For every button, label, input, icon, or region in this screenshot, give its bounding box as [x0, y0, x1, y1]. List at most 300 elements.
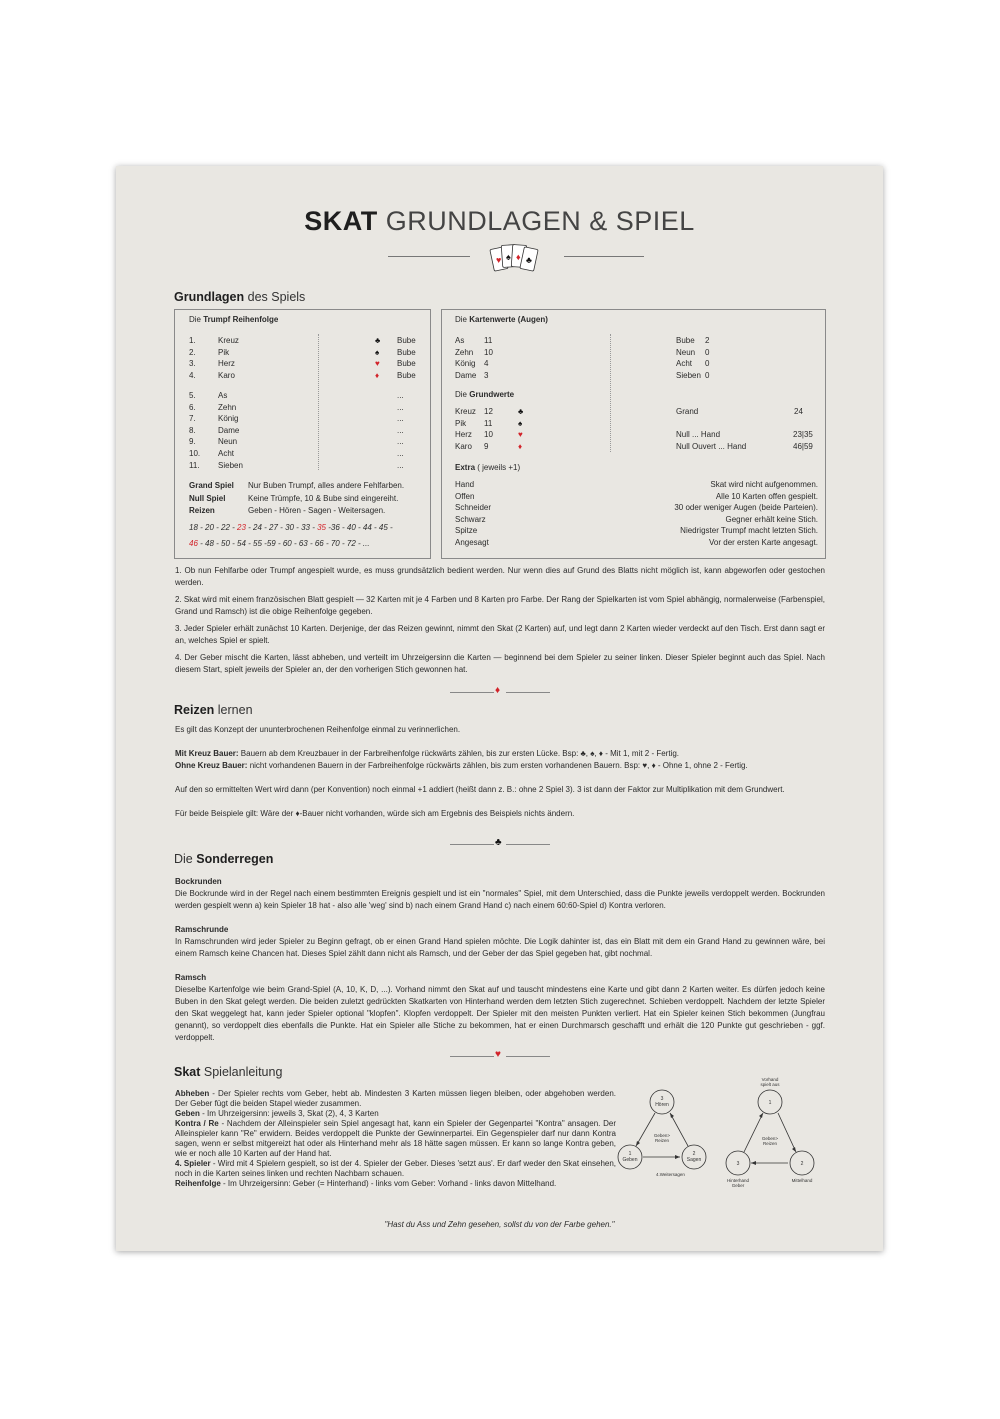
grand-name-text: Grand	[676, 407, 699, 416]
trump-name	[218, 425, 239, 437]
section-heading-guide-rest: Spielanleitung	[200, 1065, 283, 1079]
trump-num: 3.	[189, 359, 196, 369]
values-heading-pre: Die	[455, 315, 470, 324]
trump-row	[189, 390, 196, 402]
trump-dots-text: ...	[397, 449, 404, 458]
trump-num: 5.	[189, 391, 196, 400]
section-heading-guide-bold: Skat	[174, 1065, 201, 1079]
diagram1-top-num: 3	[660, 1096, 664, 1102]
null-ouvert-name-text: Null Ouvert ... Hand	[676, 441, 747, 451]
value-points	[705, 335, 709, 347]
guide-item	[175, 1159, 616, 1179]
guide-item-text: - Wird mit 4 Spielern gespielt, so ist der 4. Spieler der Geber. Dieses 'setzt aus'. Er darf weder den Skat einsehen, noch in die Karten seines linken und rechten Nachbarn schauen.	[175, 1159, 617, 1178]
section-heading-special-pre: Die	[174, 852, 197, 866]
value-points	[705, 370, 709, 382]
trump-dots-text: ...	[397, 460, 404, 470]
value-points-text: 11	[484, 336, 493, 345]
trump-name-text: Herz	[218, 359, 235, 369]
extra-heading	[455, 462, 520, 474]
diagram2-left-caption-l1: Hinterhand	[726, 1178, 750, 1183]
diamond-icon	[518, 441, 522, 453]
svg-text:♠: ♠	[506, 252, 511, 262]
value-name	[455, 370, 476, 382]
trump-dots	[397, 460, 404, 472]
trump-dots	[397, 425, 404, 437]
diagram2-center	[762, 1136, 779, 1146]
extra-text	[716, 491, 818, 503]
trump-dots	[397, 390, 404, 402]
trump-num: 1.	[189, 336, 196, 345]
trump-name	[218, 448, 234, 460]
section-heading-special-bold: Sonderregen	[196, 852, 274, 866]
trump-heading-pre: Die	[189, 315, 204, 324]
trump-dots	[397, 436, 404, 448]
card-values-box	[441, 309, 826, 559]
trump-dots-text: ...	[397, 437, 404, 447]
trump-name	[218, 436, 237, 448]
extra-name	[455, 479, 474, 491]
heart-icon: ♥	[495, 1049, 501, 1060]
trump-name-text: Kreuz	[218, 336, 239, 345]
club-icon	[518, 406, 523, 418]
title-rest: GRUNDLAGEN & SPIEL	[377, 206, 695, 236]
diagram2-top-num: 1	[768, 1100, 772, 1106]
club-icon: ♣	[495, 837, 502, 848]
numbered-rules	[175, 565, 825, 676]
value-name-text: Bube	[676, 336, 695, 345]
trump-num: 4.	[189, 370, 196, 380]
title-divider-left	[388, 256, 470, 257]
guide-item-text: - Im Uhrzeigersinn: Geber (= Hinterhand) - links vom Geber: Vorhand - links davon Mittelhand.	[220, 1179, 557, 1188]
heart-icon	[375, 358, 380, 370]
trump-row	[189, 436, 196, 448]
diagram1-arrowhead	[670, 1113, 674, 1118]
closing-quote: "Hast du Ass und Zehn gesehen, sollst du von der Farbe gehen."	[384, 1220, 615, 1229]
guide-item-text: - Nachdem der Alleinspieler sein Spiel angesagt hat, kann ein Spieler der Gegenpartei "Kontra" ansagen. Der Alleinspieler kann "Re" erwidern. Beides verdoppelt die Punkte der Gewinnerpartei. Ein Gegenspieler darf nur dann Kontra sagen, wenn er selbst mitgereizt hat oder als Hinterhand mehr als 18 hätte sagen müssen. Er kann so lange Kontra geben, wie er noch alle 10 Karten auf der Hand hat.	[175, 1119, 617, 1158]
value-name-text: Neun	[676, 347, 696, 357]
extra-name	[455, 537, 489, 549]
value-points-text: 4	[484, 359, 489, 369]
diagram2-edge	[744, 1113, 763, 1152]
special-rule-text: Dieselbe Kartenfolge wie beim Grand-Spiel (A, 10, K, D, ...). Vorhand nimmt den Skat auf und tauscht mindestens eine Karte und gibt dann 2 Karten weiter. Es dürfen jedoch keine Buben in den Skat gelegt werden. Die beiden zuletzt gedrückten Skatkarten von Hinterhand werden dem letzten Stich zugerechnet. Schieben verdoppelt. Nachdem der letzte Spieler den Skat weggelegt hat, kann jeder Spieler optional "klopfen". Klopfen verdoppelt. Der Spieler mit den meisten Punkten verliert. Hat ein Spieler keinen Stich bekommen (Jungfrau genannt), so verdoppelt dies ebenfalls die Punkte. Hat ein Spieler alle Stiche zu bekommen, hat er einen Durchmarsch geschafft und erhält die 120 Punkte gut geschrieben - ggf. verdoppelt.	[175, 985, 825, 1042]
diagram1-edge	[670, 1113, 688, 1146]
value-points	[484, 347, 493, 359]
null-hand-value-text: 23|35	[793, 430, 813, 440]
trump-card	[397, 335, 416, 347]
trump-row	[189, 370, 196, 382]
base-value-text: 11	[484, 418, 493, 428]
reizen-intro: Es gilt das Konzept der ununterbrochenen Reihenfolge einmal zu verinnerlichen.	[175, 725, 461, 734]
trump-row	[189, 335, 196, 347]
section-heading-guide	[174, 1065, 282, 1079]
rule-text-content: Nur Buben Trumpf, alles andere Fehlfarben.	[248, 481, 405, 490]
diamond-icon: ♦	[495, 685, 501, 696]
svg-text:♣: ♣	[526, 255, 532, 265]
base-name-text: Karo	[455, 441, 472, 451]
playing-cards-icon	[488, 242, 548, 276]
trump-num: 6.	[189, 402, 196, 412]
diagram1-edge	[636, 1113, 655, 1146]
reizen-mit-label: Mit Kreuz Bauer:	[175, 749, 239, 758]
heart-glyph: ♥	[518, 430, 523, 440]
diagram2-top-caption-l2: spielt aus	[760, 1082, 780, 1087]
rule-text	[248, 480, 404, 492]
value-points	[705, 347, 709, 359]
trump-num: 8.	[189, 425, 196, 435]
trump-name-text: König	[218, 414, 239, 424]
trump-name-text: Neun	[218, 437, 238, 447]
base-name	[455, 429, 472, 441]
section-heading-basics-rest: des Spiels	[244, 290, 306, 304]
extra-text-content: 30 oder weniger Augen (beide Parteien).	[674, 503, 818, 513]
rule-label	[189, 505, 215, 517]
diamond-icon	[375, 370, 379, 382]
trump-row	[189, 402, 196, 414]
special-rules	[175, 876, 825, 1044]
value-name	[455, 358, 475, 370]
null-hand-name-text: Null ... Hand	[676, 430, 721, 440]
rule-label-text: Grand Spiel	[189, 481, 234, 490]
section-heading-basics	[174, 290, 305, 304]
null-ouvert-name	[676, 441, 746, 453]
value-name	[676, 370, 701, 382]
extra-name	[455, 514, 486, 526]
value-name-text: Zehn	[455, 347, 474, 357]
extra-text-content: Vor der ersten Karte angesagt.	[709, 538, 818, 547]
diagram1-right-num: 2	[692, 1151, 696, 1157]
trump-row	[189, 448, 200, 460]
null-ouvert-value	[793, 441, 813, 453]
grand-value-text: 24	[794, 407, 803, 416]
trump-card	[397, 347, 416, 359]
diagram1-left-num: 1	[628, 1151, 632, 1157]
title-bold: SKAT	[304, 206, 378, 236]
diagram2-top-caption	[760, 1077, 780, 1087]
values-heading	[455, 314, 548, 326]
reiz-seq: 18 - 20 - 22 -	[189, 523, 238, 532]
extra-text-content: Alle 10 Karten offen gespielt.	[715, 491, 818, 501]
diagram2-left-caption	[727, 1178, 750, 1188]
trump-dots	[397, 402, 404, 414]
trump-name-text: Zehn	[218, 402, 237, 412]
base-name	[455, 418, 466, 430]
extra-text-content: Niedrigster Trumpf macht letzten Stich.	[680, 526, 818, 536]
trump-name	[218, 335, 239, 347]
diagram2-top-caption-l1: Vorhand	[761, 1077, 779, 1082]
section-divider	[450, 1056, 494, 1057]
trump-num: 7.	[189, 414, 196, 424]
base-heading-bold: Grundwerte	[469, 390, 515, 399]
special-rule-title: Ramschrunde	[175, 925, 229, 934]
trump-num: 2.	[189, 347, 196, 357]
rule-text-content: Keine Trümpfe, 10 & Bube sind eingereiht.	[248, 493, 399, 503]
value-points	[705, 358, 709, 370]
numbered-rule: 4. Der Geber mischt die Karten, lässt abheben, und verteilt im Uhrzeigersinn die Karten — beginnend bei dem Spieler zu seiner linken. Dieser Spieler beginnt auch das Spiel. Nach diesem Start, spielt jeweils der Spieler an, der den vorherigen Stich gewonnen hat.	[175, 653, 825, 674]
svg-text:♥: ♥	[496, 255, 502, 265]
guide-text	[175, 1089, 616, 1189]
trump-card	[397, 370, 416, 382]
rule-label-text: Reizen	[189, 506, 215, 515]
guide-item	[175, 1109, 616, 1119]
trump-name-text: Pik	[218, 347, 230, 357]
grand-name	[676, 406, 698, 418]
value-name	[676, 347, 695, 359]
numbered-rule: 2. Skat wird mit einem französischen Blatt gespielt — 32 Karten mit je 4 Farben und 8 Karten pro Farbe. Der Rang der Spielkarten ist vom Spiel abhängig, normalerweise (Farbenspiel, Grand und Ramsch) ist die obige Reihenfolge gegeben.	[175, 595, 825, 616]
trump-dots-text: ...	[397, 391, 404, 400]
section-divider	[506, 1056, 550, 1057]
reiz-values-line2	[189, 538, 370, 550]
title-divider-right	[564, 256, 644, 257]
base-value-text: 12	[484, 407, 493, 416]
diagram1-bottom: 4.Weitersagen	[656, 1172, 685, 1177]
value-points-text: 2	[705, 336, 710, 345]
numbered-rule: 3. Jeder Spieler erhält zunächst 10 Karten. Derjenige, der das Reizen gewinnt, nimmt den Skat (2 Karten) auf, und legt dann 2 Karten wieder verdeckt auf den Tisch. Erst dann sagt er an, welches Spiel er spielt.	[175, 624, 825, 645]
base-value	[484, 406, 493, 418]
reizen-mit	[175, 748, 825, 760]
diagram2-left-num: 3	[736, 1161, 740, 1167]
trump-dots	[397, 413, 404, 425]
spade-glyph: ♠	[375, 347, 380, 357]
trump-dots-text: ...	[397, 414, 404, 424]
extra-text	[674, 502, 818, 514]
diamond-glyph: ♦	[518, 441, 523, 451]
base-name-text: Kreuz	[455, 407, 476, 416]
section-heading-basics-bold: Grundlagen	[174, 290, 245, 304]
guide-item-label: 4. Spieler	[175, 1159, 211, 1168]
base-value	[484, 429, 493, 441]
extra-text	[726, 514, 819, 526]
extra-name	[455, 525, 477, 537]
extra-name-text: Hand	[455, 480, 475, 489]
trump-name	[218, 402, 236, 414]
value-name-text: As	[455, 336, 465, 345]
reiz-seq-highlight: 46	[189, 539, 198, 548]
reizen-text	[175, 724, 825, 820]
base-name-text: Herz	[455, 430, 472, 440]
trump-name-text: As	[218, 391, 228, 400]
trump-name	[218, 460, 243, 472]
trump-row	[189, 413, 196, 425]
poster	[116, 166, 883, 1251]
value-name	[455, 347, 473, 359]
diagram2-left-caption-l2: Geber	[731, 1183, 745, 1188]
reiz-seq: - 48 - 50 - 54 - 55 -59 - 60 - 63 - 66 - 70 - 72 - ...	[197, 539, 370, 548]
value-name-text: Acht	[676, 359, 693, 369]
reiz-seq: -36 - 40 - 44 - 45 -	[325, 523, 393, 532]
trump-name-text: Karo	[218, 370, 235, 380]
trump-row	[189, 460, 200, 472]
extra-heading-rest: ( jeweils +1)	[475, 463, 521, 472]
club-glyph: ♣	[518, 407, 524, 416]
base-heading	[455, 389, 514, 401]
null-ouvert-value-text: 46|59	[793, 441, 813, 451]
diagram1-right-label: Sagen	[686, 1157, 702, 1163]
trump-order-box	[174, 309, 431, 559]
reiz-seq-highlight: 23	[237, 523, 246, 532]
rule-label-text: Null Spiel	[189, 493, 226, 503]
value-points-text: 0	[705, 359, 710, 369]
trump-name	[218, 358, 235, 370]
trump-num: 11.	[189, 460, 200, 470]
heart-icon	[518, 429, 523, 441]
guide-item-label: Reihenfolge	[175, 1179, 221, 1188]
value-points	[484, 370, 488, 382]
trump-row	[189, 358, 196, 370]
extra-name-text: Spitze	[455, 526, 478, 536]
section-divider	[506, 692, 550, 693]
diagram1-center-l1: Geben>	[653, 1133, 671, 1138]
reiz-values-line1	[189, 522, 393, 534]
guide-item-label: Kontra / Re	[175, 1119, 219, 1128]
base-value-text: 10	[484, 430, 493, 440]
reiz-seq: - 24 - 27 - 30 - 33 -	[245, 523, 318, 532]
trump-card-text: Bube	[397, 370, 416, 380]
diagram1-center-l2: Reizen	[654, 1138, 670, 1143]
spade-glyph: ♠	[518, 418, 523, 428]
base-value	[484, 441, 488, 453]
trump-name-text: Acht	[218, 449, 235, 458]
guide-item-label: Geben	[175, 1109, 200, 1118]
trump-row	[189, 347, 196, 359]
svg-text:♦: ♦	[516, 252, 521, 262]
diagram2-edge	[778, 1113, 796, 1152]
trump-name-text: Dame	[218, 425, 240, 435]
section-heading-reizen-rest: lernen	[214, 703, 253, 717]
diagram1-arrowhead	[675, 1155, 680, 1159]
section-heading-reizen	[174, 703, 253, 717]
value-points	[484, 335, 492, 347]
null-hand-value	[793, 429, 813, 441]
reizen-ohne-label: Ohne Kreuz Bauer:	[175, 761, 248, 770]
extra-text-content: Gegner erhält keine Stich.	[725, 514, 818, 524]
section-divider	[506, 844, 550, 845]
reizen-paragraph: Auf den so ermittelten Wert wird dann (per Konvention) noch einmal +1 addiert (heißt dann z. B.: ohne 2 Spiel 3). 3 ist dann der Faktor zur Multiplikation mit dem Grundwert.	[175, 785, 785, 794]
trump-name	[218, 347, 229, 359]
rule-text	[248, 493, 398, 505]
guide-item	[175, 1179, 616, 1189]
diagram2-arrowhead	[792, 1147, 796, 1152]
extra-name	[455, 502, 491, 514]
extra-name	[455, 491, 474, 503]
base-name	[455, 406, 476, 418]
special-rule-title: Ramsch	[175, 973, 207, 982]
guide-item	[175, 1089, 616, 1109]
extra-name-text: Schwarz	[455, 514, 486, 524]
guide-item	[175, 1119, 616, 1159]
trump-name	[218, 413, 238, 425]
trump-card	[397, 358, 416, 370]
diagram2-arrowhead	[759, 1113, 763, 1118]
rule-text-content: Geben - Hören - Sagen - Weitersagen.	[248, 506, 386, 515]
guide-item-label: Abheben	[175, 1089, 210, 1098]
trump-dots-text: ...	[397, 402, 404, 412]
seating-diagram	[724, 1074, 828, 1196]
rule-label	[189, 493, 225, 505]
value-name	[676, 358, 692, 370]
extra-text	[710, 479, 818, 491]
section-divider	[450, 844, 494, 845]
diagram1-center	[654, 1133, 671, 1143]
special-rule-title: Bockrunden	[175, 877, 222, 886]
value-name-text: Sieben	[676, 370, 701, 380]
special-rule-text: Die Bockrunde wird in der Regel nach einem bestimmten Ereignis gespielt und ist ein "normales" Spiel, mit dem Unterschied, dass die Punkte jeweils verdoppelt werden. Bockrunden werden gespielt wenn a) kein Spieler 18 hat - also alle 'weg' sind b) nach einem Grand Hand c) nach einem 60:60-Spiel d) Kontra verloren.	[175, 889, 825, 910]
reizen-paragraph: Für beide Beispiele gilt: Wäre der ♦-Bauer nicht vorhanden, würde sich am Ergebnis des Beispiels nichts ändern.	[175, 809, 575, 818]
trump-num: 9.	[189, 437, 196, 447]
value-points-text: 10	[484, 347, 493, 357]
extra-text	[709, 537, 818, 549]
trump-heading-bold: Trumpf Reihenfolge	[203, 315, 279, 324]
value-points-text: 0	[705, 370, 710, 380]
guide-item-text: - Im Uhrzeigersinn: jeweils 3, Skat (2), 4, 3 Karten	[199, 1109, 379, 1118]
numbered-rule: 1. Ob nun Fehlfarbe oder Trumpf angespielt wurde, es muss grundsätzlich bedient werden. Nur wenn dies auf Grund des Blatts nicht möglich ist, kann abgeworfen oder gestochen werden.	[175, 566, 825, 587]
base-heading-pre: Die	[455, 390, 470, 399]
base-value-text: 9	[484, 441, 489, 451]
trump-num: 10.	[189, 449, 201, 458]
base-value	[484, 418, 492, 430]
extra-text-content: Skat wird nicht aufgenommen.	[710, 480, 818, 489]
diagram2-center-l1: Geben>	[761, 1136, 779, 1141]
diagram2-right-caption: Mittelhand	[791, 1178, 813, 1183]
section-heading-reizen-bold: Reizen	[174, 703, 215, 717]
trump-card-text: Bube	[397, 336, 416, 345]
diagram2-center-l2: Reizen	[762, 1141, 778, 1146]
base-name	[455, 441, 472, 453]
page-title	[116, 206, 883, 237]
diagram2-right-num: 2	[800, 1161, 804, 1167]
value-name-text: König	[455, 359, 476, 369]
extra-heading-bold: Extra	[455, 463, 476, 472]
trump-dots	[397, 448, 404, 460]
grand-value	[794, 406, 803, 418]
value-points	[484, 358, 488, 370]
trump-row	[189, 425, 196, 437]
section-divider	[450, 692, 494, 693]
extra-name-text: Offen	[455, 491, 475, 501]
rule-label	[189, 480, 234, 492]
trump-name-text: Sieben	[218, 460, 243, 470]
trump-card-text: Bube	[397, 347, 416, 357]
spade-icon	[518, 418, 522, 430]
club-glyph: ♣	[375, 336, 381, 345]
section-heading-special	[174, 852, 273, 866]
diamond-glyph: ♦	[375, 370, 380, 380]
null-hand-name	[676, 429, 720, 441]
trump-dots-text: ...	[397, 425, 404, 435]
trump-divider	[318, 334, 319, 470]
special-rule-text: In Ramschrunden wird jeder Spieler zu Beginn gefragt, ob er einen Grand Hand spielen möchte. Die Logik dahinter ist, das ein Blatt mit dem ein Grand Hand zu gewinnen wäre, bei einem Ramsch keine Chancen hat. Dieses Spiel zählt dann nicht als Ramsch, und der Geber der das Spiel gegeben hat, gibt nochmal.	[175, 937, 825, 958]
extra-name-text: Schneider	[455, 503, 492, 513]
dealing-diagram	[616, 1084, 720, 1188]
trump-card-text: Bube	[397, 359, 416, 369]
reizen-ohne	[175, 760, 825, 772]
value-name-text: Dame	[455, 370, 477, 380]
values-divider	[610, 334, 611, 452]
trump-heading	[189, 314, 278, 326]
trump-name	[218, 390, 227, 402]
trump-name	[218, 370, 235, 382]
values-heading-bold: Kartenwerte (Augen)	[469, 315, 548, 324]
reizen-ohne-text: nicht vorhandenen Bauern in der Farbreihenfolge rückwärts zählen, bis zum ersten vorhandenen Bauern. Bsp: ♥, ♦ - Ohne 1, ohne 2 - Fertig.	[247, 761, 748, 770]
diagram2-arrowhead	[751, 1161, 756, 1165]
diagram1-arrowhead	[636, 1141, 640, 1146]
reiz-seq-highlight: 35	[317, 523, 326, 532]
value-name	[676, 335, 695, 347]
value-points-text: 3	[484, 370, 489, 380]
diagram1-top-label: Hören	[655, 1102, 669, 1108]
reizen-mit-text: Bauern ab dem Kreuzbauer in der Farbreihenfolge rückwärts zählen, bis zur ersten Lücke. Bsp: ♣, ♠, ♦ - Mit 1, mit 2 - Fertig.	[238, 749, 679, 758]
value-name	[455, 335, 464, 347]
club-icon	[375, 335, 380, 347]
